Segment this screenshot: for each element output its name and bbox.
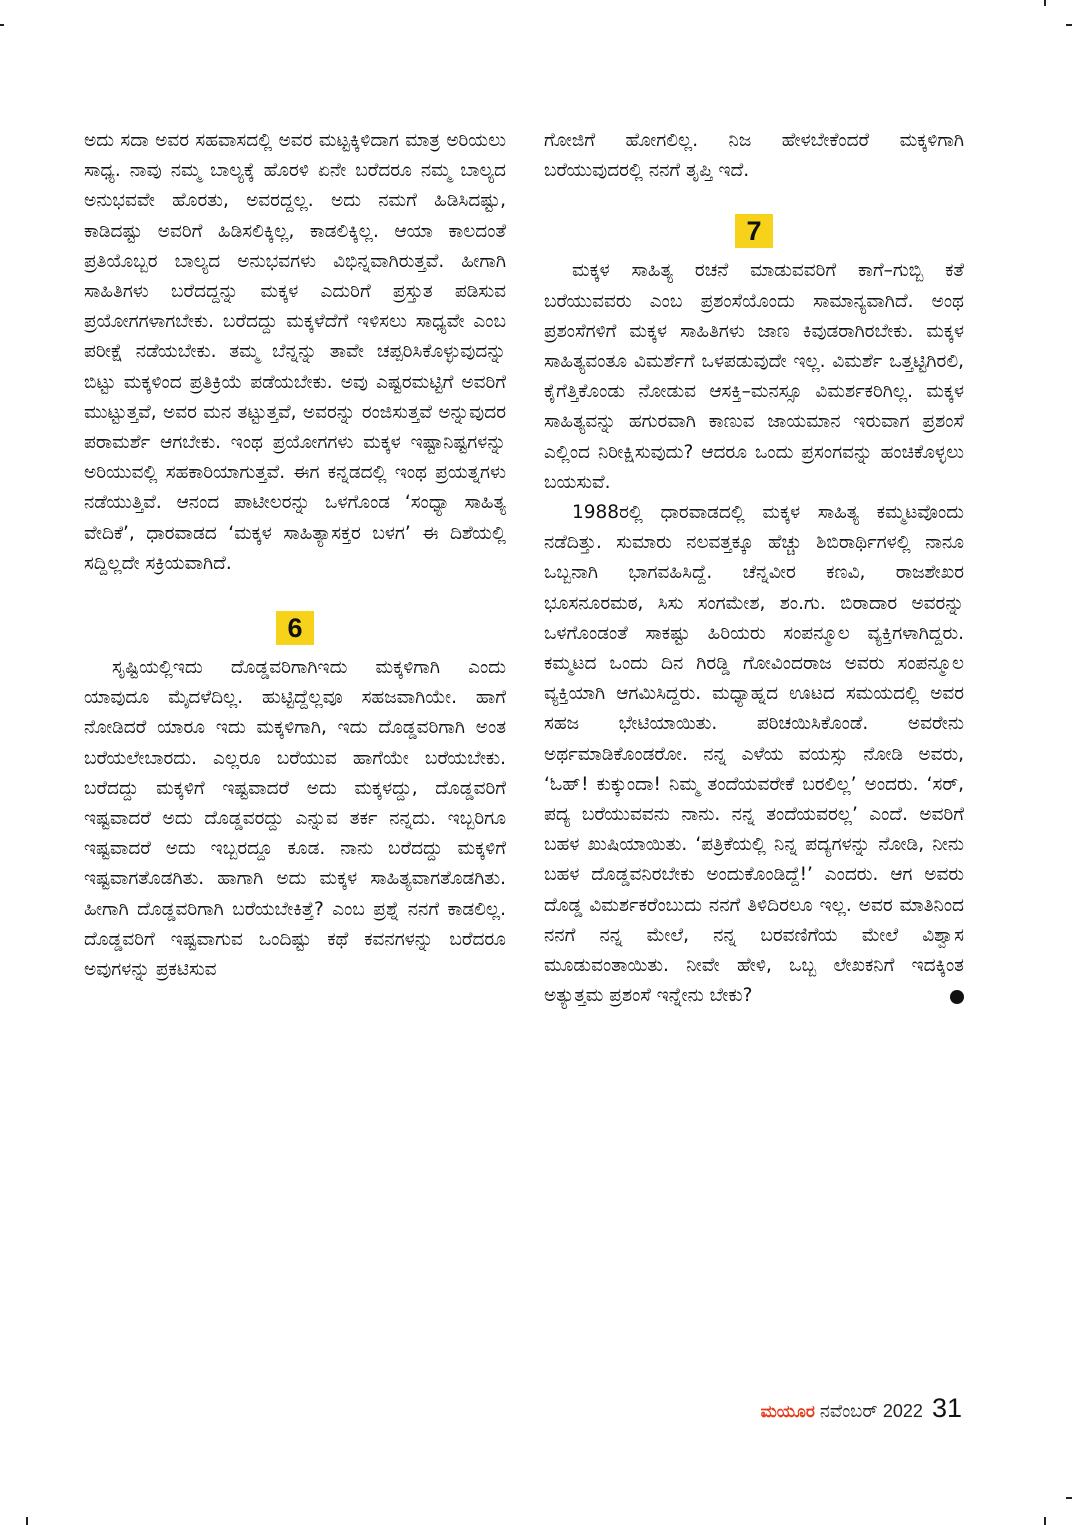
end-of-article-bullet-icon xyxy=(950,990,964,1004)
left-paragraph-2: ಸೃಷ್ಟಿಯಲ್ಲಿಇದು ದೊಡ್ಡವರಿಗಾಗಿಇದು ಮಕ್ಕಳಿಗಾಗಿ ಎಂದು ಯಾವುದೂ ಮೈದಳೆದಿಲ್ಲ. ಹುಟ್ಟಿದ್ದೆಲ್ಲವೂ ಸಹಜವಾಗಿಯೇ. ಹಾಗೆ ನೋಡಿದರೆ ಯಾರೂ ಇದು ಮಕ್ಕಳಿಗಾಗಿ, ಇದು ದೊಡ್ಡವರಿಗಾಗಿ ಅಂತ ಬರೆಯಲೇಬಾರದು. ಎಲ್ಲರೂ ಬರೆಯುವ ಹಾಗೆಯೇ ಬರೆಯಬೇಕು. ಬರೆದದ್ದು ಮಕ್ಕಳಿಗೆ ಇಷ್ಟವಾದರೆ ಅದು ಮಕ್ಕಳದ್ದು, ದೊಡ್ಡವರಿಗೆ ಇಷ್ಟವಾದರೆ ಅದು ದೊಡ್ಡವರದ್ದು ಎನ್ನುವ ತರ್ಕ ನನ್ನದು. ಇಬ್ಬರಿಗೂ ಇಷ್ಟವಾದರೆ ಅದು ಇಬ್ಬರದ್ದೂ ಕೂಡ. ನಾನು ಬರೆದದ್ದು ಮಕ್ಕಳಿಗೆ ಇಷ್ಟವಾಗತೊಡಗಿತು. ಹಾಗಾಗಿ ಅದು ಮಕ್ಕಳ ಸಾಹಿತ್ಯವಾಗತೊಡಗಿತು. ಹೀಗಾಗಿ ದೊಡ್ಡವರಿಗಾಗಿ ಬರೆಯಬೇಕಿತ್ತೆ? ಎಂಬ ಪ್ರಶ್ನೆ ನನಗೆ ಕಾಡಲಿಲ್ಲ. ದೊಡ್ಡವರಿಗೆ ಇಷ್ಟವಾಗುವ ಒಂದಿಷ್ಟು ಕಥೆ ಕವನಗಳನ್ನು ಬರೆದರೂ ಅವುಗಳನ್ನು ಪ್ರಕಟಿಸುವ xyxy=(84,657,506,981)
right-paragraph-3-text: 1988ರಲ್ಲಿ ಧಾರವಾಡದಲ್ಲಿ ಮಕ್ಕಳ ಸಾಹಿತ್ಯ ಕಮ್ಮಟವೊಂದು ನಡೆದಿತ್ತು. ಸುಮಾರು ನಲವತ್ತಕ್ಕೂ ಹೆಚ್ಚು ಶಿಬಿರಾರ್ಥಿಗಳಲ್ಲಿ ನಾನೂ ಒಬ್ಬನಾಗಿ ಭಾಗವಹಿಸಿದ್ದೆ. ಚೆನ್ನವೀರ ಕಣವಿ, ರಾಜಶೇಖರ ಭೂಸನೂರಮಠ, ಸಿಸು ಸಂಗಮೇಶ, ಶಂ.ಗು. ಬಿರಾದಾರ ಅವರನ್ನು ಒಳಗೊಂಡಂತೆ ಸಾಕಷ್ಟು ಹಿರಿಯರು ಸಂಪನ್ಮೂಲ ವ್ಯಕ್ತಿಗಳಾಗಿದ್ದರು. ಕಮ್ಮಟದ ಒಂದು ದಿನ ಗಿರಡ್ಡಿ ಗೋವಿಂದರಾಜ ಅವರು ಸಂಪನ್ಮೂಲ ವ್ಯಕ್ತಿಯಾಗಿ ಆಗಮಿಸಿದ್ದರು. ಮಧ್ಯಾಹ್ನದ ಊಟದ ಸಮಯದಲ್ಲಿ ಅವರ ಸಹಜ ಭೇಟಿಯಾಯಿತು. ಪರಿಚಯಿಸಿಕೊಂಡೆ. ಅವರೇನು ಅರ್ಥಮಾಡಿಕೊಂಡರೋ. ನನ್ನ ಎಳೆಯ ವಯಸ್ಸು ನೋಡಿ ಅವರು, ‘ಓಹ್! ಕುಕ್ಕುಂದಾ! ನಿಮ್ಮ ತಂದೆಯವರೇಕೆ ಬರಲಿಲ್ಲ’ ಅಂದರು. ‘ಸರ್, ಪದ್ಯ ಬರೆಯುವವನು ನಾನು. ನನ್ನ ತಂದೆಯವರಲ್ಲ’ ಎಂದೆ. ಅವರಿಗೆ ಬಹಳ ಖುಷಿಯಾಯಿತು. ‘ಪತ್ರಿಕೆಯಲ್ಲಿ ನಿನ್ನ ಪದ್ಯಗಳನ್ನು ನೋಡಿ, ನೀನು ಬಹಳ ದೊಡ್ಡವನಿರಬೇಕು ಅಂದುಕೊಂಡಿದ್ದೆ!’ ಎಂದರು. ಆಗ ಅವರು ದೊಡ್ಡ ವಿಮರ್ಶಕರೆಂಬುದು ನನಗೆ ತಿಳಿದಿರಲೂ ಇಲ್ಲ. ಅವರ ಮಾತಿನಿಂದ ನನಗೆ ನನ್ನ ಮೇಲೆ, ನನ್ನ ಬರವಣಿಗೆಯ ಮೇಲೆ ವಿಶ್ವಾಸ ಮೂಡುವಂತಾಯಿತು. ನೀವೇ ಹೇಳಿ, ಒಬ್ಬ ಲೇಖಕನಿಗೆ ಇದಕ್ಕಿಂತ ಅತ್ಯುತ್ತಮ ಪ್ರಶಂಸೆ ಇನ್ನೇನು ಬೇಕು? xyxy=(544,502,964,1007)
page-footer xyxy=(700,1393,962,1424)
crop-mark-top-right xyxy=(1044,0,1046,6)
crop-mark-right-upper xyxy=(1066,24,1072,26)
left-column xyxy=(84,126,506,985)
crop-mark-bottom-right xyxy=(1044,1517,1046,1525)
section-number-6: 6 xyxy=(276,611,314,645)
right-paragraph-1: ಗೋಜಿಗೆ ಹೋಗಲಿಲ್ಲ. ನಿಜ ಹೇಳಬೇಕೆಂದರೆ ಮಕ್ಕಳಿಗಾಗಿ ಬರೆಯುವುದರಲ್ಲಿ ನನಗೆ ತೃಪ್ತಿ ಇದೆ. xyxy=(544,130,964,182)
crop-mark-top-left xyxy=(0,24,4,26)
section-number-7: 7 xyxy=(735,214,773,248)
magazine-name: ಮಯೂರ xyxy=(760,1402,815,1422)
issue-month: ನವೆಂಬರ್ xyxy=(819,1401,878,1422)
issue-year: 2022 xyxy=(882,1401,923,1421)
crop-mark-right-lower xyxy=(1066,1497,1072,1499)
page-number: 31 xyxy=(931,1393,962,1423)
right-paragraph-2: ಮಕ್ಕಳ ಸಾಹಿತ್ಯ ರಚನೆ ಮಾಡುವವರಿಗೆ ಕಾಗೆ–ಗುಬ್ಬಿ ಕತೆ ಬರೆಯುವವರು ಎಂಬ ಪ್ರಶಂಸೆಯೊಂದು ಸಾಮಾನ್ಯವಾಗಿದೆ. ಅಂಥ ಪ್ರಶಂಸೆಗಳಿಗೆ ಮಕ್ಕಳ ಸಾಹಿತಿಗಳು ಜಾಣ ಕಿವುಡರಾಗಿರಬೇಕು. ಮಕ್ಕಳ ಸಾಹಿತ್ಯವಂತೂ ವಿಮರ್ಶೆಗೆ ಒಳಪಡುವುದೇ ಇಲ್ಲ. ವಿಮರ್ಶೆ ಒತ್ತಟ್ಟಿಗಿರಲಿ, ಕೈಗೆತ್ತಿಕೊಂಡು ನೋಡುವ ಆಸಕ್ತಿ–ಮನಸ್ಸೂ ವಿಮರ್ಶಕರಿಗಿಲ್ಲ. ಮಕ್ಕಳ ಸಾಹಿತ್ಯವನ್ನು ಹಗುರವಾಗಿ ಕಾಣುವ ಜಾಯಮಾನ ಇರುವಾಗ ಪ್ರಶಂಸೆ ಎಲ್ಲಿಂದ ನಿರೀಕ್ಷಿಸುವುದು? ಆದರೂ ಒಂದು ಪ್ರಸಂಗವನ್ನು ಹಂಚಿಕೊಳ್ಳಲು ಬಯಸುವೆ. xyxy=(544,260,964,493)
crop-mark-bottom-left xyxy=(26,1517,28,1525)
right-paragraph-3 xyxy=(544,498,964,1011)
left-paragraph-1: ಅದು ಸದಾ ಅವರ ಸಹವಾಸದಲ್ಲಿ ಅವರ ಮಟ್ಟಕ್ಕಿಳಿದಾಗ ಮಾತ್ರ ಅರಿಯಲು ಸಾಧ್ಯ. ನಾವು ನಮ್ಮ ಬಾಲ್ಯಕ್ಕೆ ಹೊರಳಿ ಏನೇ ಬರೆದರೂ ನಮ್ಮ ಬಾಲ್ಯದ ಅನುಭವವೇ ಹೊರತು, ಅವರದ್ದಲ್ಲ. ಅದು ನಮಗೆ ಹಿಡಿಸಿದಷ್ಟು, ಕಾಡಿದಷ್ಟು ಅವರಿಗೆ ಹಿಡಿಸಲಿಕ್ಕಿಲ್ಲ, ಕಾಡಲಿಕ್ಕಿಲ್ಲ. ಆಯಾ ಕಾಲದಂತೆ ಪ್ರತಿಯೊಬ್ಬರ ಬಾಲ್ಯದ ಅನುಭವಗಳು ವಿಭಿನ್ನವಾಗಿರುತ್ತವೆ. ಹೀಗಾಗಿ ಸಾಹಿತಿಗಳು ಬರೆದದ್ದನ್ನು ಮಕ್ಕಳ ಎದುರಿಗೆ ಪ್ರಸ್ತುತ ಪಡಿಸುವ ಪ್ರಯೋಗಗಳಾಗಬೇಕು. ಬರೆದದ್ದು ಮಕ್ಕಳೆದೆಗೆ ಇಳಿಸಲು ಸಾಧ್ಯವೇ ಎಂಬ ಪರೀಕ್ಷೆ ನಡೆಯಬೇಕು. ತಮ್ಮ ಬೆನ್ನನ್ನು ತಾವೇ ಚಪ್ಪರಿಸಿಕೊಳ್ಳುವುದನ್ನು ಬಿಟ್ಟು ಮಕ್ಕಳಿಂದ ಪ್ರತಿಕ್ರಿಯೆ ಪಡೆಯಬೇಕು. ಅವು ಎಷ್ಟರಮಟ್ಟಿಗೆ ಅವರಿಗೆ ಮುಟ್ಟುತ್ತವೆ, ಅವರ ಮನ ತಟ್ಟುತ್ತವೆ, ಅವರನ್ನು ರಂಜಿಸುತ್ತವೆ ಅನ್ನುವುದರ ಪರಾಮರ್ಶೆ ಆಗಬೇಕು. ಇಂಥ ಪ್ರಯೋಗಗಳು ಮಕ್ಕಳ ಇಷ್ಟಾನಿಷ್ಟಗಳನ್ನು ಅರಿಯುವಲ್ಲಿ ಸಹಕಾರಿಯಾಗುತ್ತವೆ. ಈಗ ಕನ್ನಡದಲ್ಲಿ ಇಂಥ ಪ್ರಯತ್ನಗಳು ನಡೆಯುತ್ತಿವೆ. ಆನಂದ ಪಾಟೀಲರನ್ನು ಒಳಗೊಂಡ ‘ಸಂಧ್ಯಾ ಸಾಹಿತ್ಯ ವೇದಿಕೆ’, ಧಾರವಾಡದ ‘ಮಕ್ಕಳ ಸಾಹಿತ್ಯಾಸಕ್ತರ ಬಳಗ’ ಈ ದಿಶೆಯಲ್ಲಿ ಸದ್ದಿಲ್ಲದೇ ಸಕ್ರಿಯವಾಗಿದೆ. xyxy=(84,130,506,574)
right-column xyxy=(544,126,964,1011)
